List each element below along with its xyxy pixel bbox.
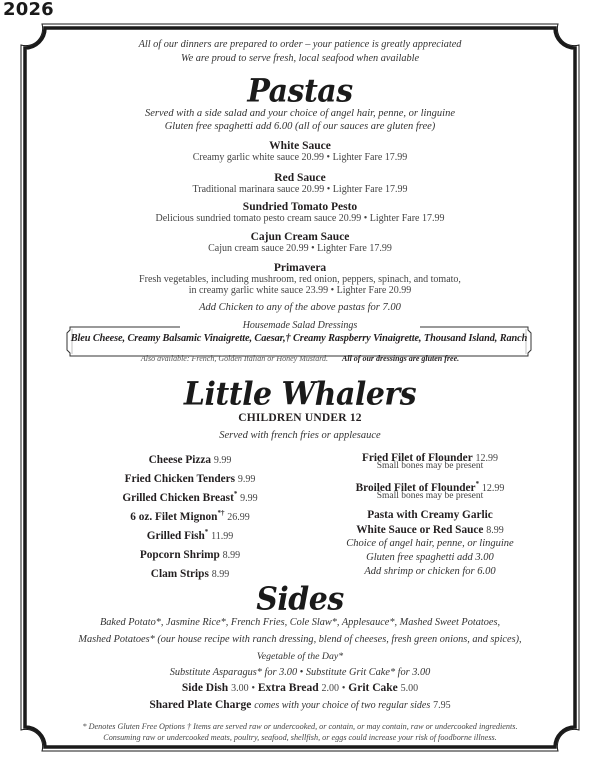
pasta-item-name: White Sauce <box>269 140 331 152</box>
kids-pasta-item: White Sauce or Red Sauce 8.99 <box>356 524 504 536</box>
kids-item: Grilled Fish* 11.99 <box>146 528 234 542</box>
sides-line-2: Mashed Potatoes* (our house recipe with ranch dressing, blend of cheeses, fresh green onions, and spices), <box>78 634 522 645</box>
sides-heading: Sides <box>256 581 344 618</box>
children-under-12-label: CHILDREN UNDER 12 <box>238 412 362 424</box>
pasta-add-chicken-note: Add Chicken to any of the above pastas for 7.00 <box>199 302 401 313</box>
pasta-item-desc: Fresh vegetables, including mushroom, red onion, peppers, spinach, and tomato, <box>139 274 461 285</box>
sides-line-1: Baked Potato*, Jasmine Rice*, French Fries, Cole Slaw*, Applesauce*, Mashed Sweet Potatoes, <box>99 617 501 628</box>
pasta-item-name: Primavera <box>273 262 327 274</box>
kids-pasta-note: Add shrimp or chicken for 6.00 <box>364 566 496 577</box>
dressings-also-available: Also available: French, Golden Italian or Honey Mustard. <box>140 354 329 363</box>
dressings-extra <box>0 354 600 363</box>
pastas-subtitle-1: Served with a side salad and your choice of angel hair, penne, or linguine <box>145 108 455 119</box>
kids-served-with-note: Served with french fries or applesauce <box>219 430 381 441</box>
kids-item: Broiled Filet of Flounder* 12.99 <box>355 480 505 494</box>
kids-item-note: Small bones may be present <box>376 461 484 471</box>
sides-extras: Side Dish 3.00 • Extra Bread 2.00 • Grit Cake 5.00 <box>181 682 419 694</box>
kids-item: Fried Filet of Flounder 12.99 <box>361 451 499 464</box>
pasta-item-desc: Traditional marinara sauce 20.99 • Lighter Fare 17.99 <box>192 184 408 195</box>
dressings-gluten-free-note: All of our dressings are gluten free. <box>342 354 460 363</box>
pasta-item-desc: Delicious sundried tomato pesto cream sauce 20.99 • Lighter Fare 17.99 <box>155 213 445 224</box>
little-whalers-heading: Little Whalers <box>183 376 417 413</box>
pastas-subtitle-2: Gluten free spaghetti add 6.00 (all of our sauces are gluten free) <box>164 121 436 132</box>
pasta-item-desc: Cajun cream sauce 20.99 • Lighter Fare 17.99 <box>208 243 392 254</box>
kids-item: Popcorn Shrimp 8.99 <box>139 548 241 561</box>
pastas-heading: Pastas <box>247 73 353 110</box>
sides-line-3: Vegetable of the Day* <box>256 651 344 662</box>
sides-substitutes: Substitute Asparagus* for 3.00 • Substitute Grit Cake* for 3.00 <box>169 667 431 678</box>
kids-pasta-item-name-1: Pasta with Creamy Garlic <box>367 509 493 521</box>
pasta-item-name: Sundried Tomato Pesto <box>242 201 358 213</box>
kids-item: Fried Chicken Tenders 9.99 <box>124 472 256 485</box>
kids-item: Grilled Chicken Breast* 9.99 <box>122 490 258 504</box>
intro-line-2: We are proud to serve fresh, local seafood when available <box>180 53 420 64</box>
dressings-label: Housemade Salad Dressings <box>0 320 600 331</box>
pasta-item-desc: Creamy garlic white sauce 20.99 • Lighter Fare 17.99 <box>192 152 408 163</box>
kids-item: Cheese Pizza 9.99 <box>148 453 232 466</box>
pasta-item-desc-2: in creamy garlic white sauce 23.99 • Lighter Fare 20.99 <box>188 285 412 296</box>
kids-item: Clam Strips 8.99 <box>150 567 230 580</box>
pasta-item-name: Red Sauce <box>274 172 326 184</box>
dressings-list: Bleu Cheese, Creamy Balsamic Vinaigrette, Caesar,† Creamy Raspberry Vinaigrette, Thousand Island, Ranch <box>70 333 528 344</box>
year-label: 2026 <box>3 0 54 20</box>
kids-item: 6 oz. Filet Mignon*† 26.99 <box>130 509 250 523</box>
footnote-line-1: * Denotes Gluten Free Options † Items are served raw or undercooked, or contain, or may contain, raw or undercooked ingredients. <box>82 722 518 731</box>
pasta-item-name: Cajun Cream Sauce <box>250 231 350 243</box>
kids-item-note: Small bones may be present <box>376 491 484 501</box>
kids-pasta-note: Gluten free spaghetti add 3.00 <box>366 552 494 563</box>
kids-pasta-note: Choice of angel hair, penne, or linguine <box>346 538 514 549</box>
intro-line-1: All of our dinners are prepared to order – your patience is greatly appreciated <box>138 39 462 50</box>
footnote-line-2: Consuming raw or undercooked meats, poultry, seafood, shellfish, or eggs could increase your risk of foodborne illness. <box>103 733 497 742</box>
shared-plate-charge: Shared Plate Charge comes with your choice of two regular sides 7.95 <box>149 699 451 711</box>
